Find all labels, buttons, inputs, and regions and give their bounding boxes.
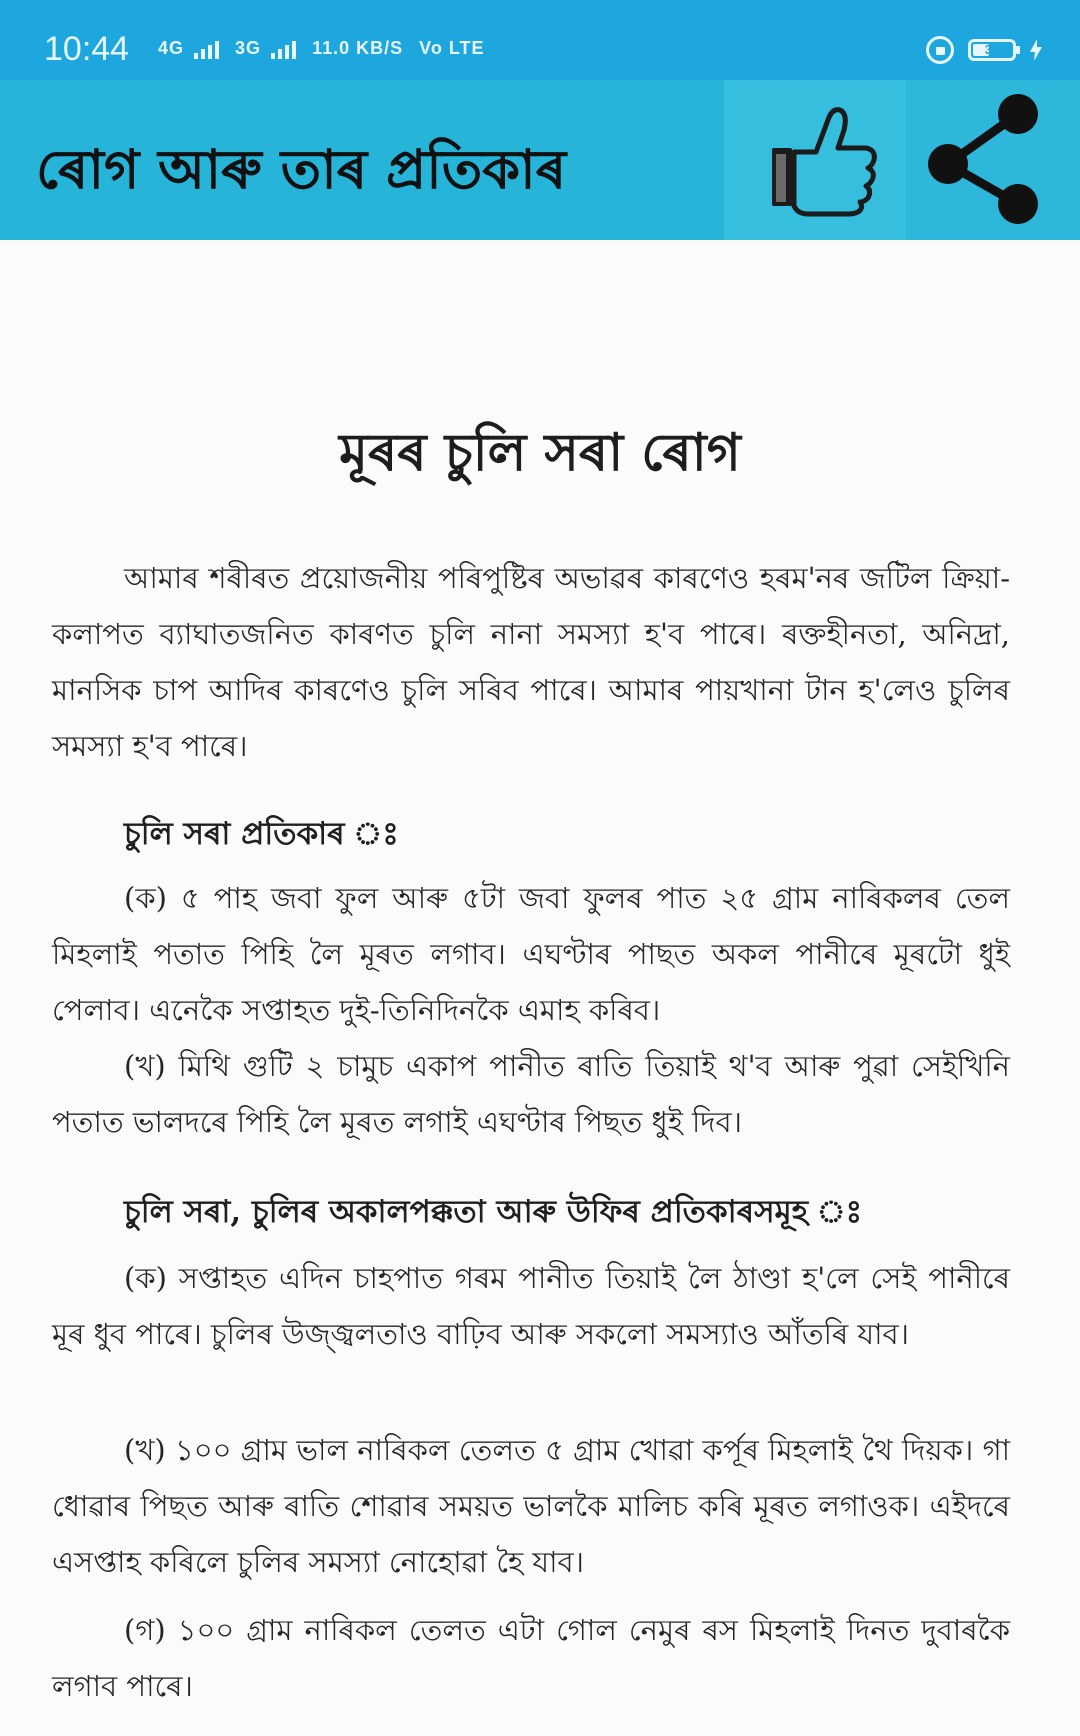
status-bar — [0, 0, 1080, 80]
signal-3g-icon: 3G — [235, 38, 296, 59]
rotation-lock-icon — [926, 36, 954, 64]
charging-bolt-icon — [1030, 39, 1042, 61]
volte-icon: Vo LTE — [419, 38, 485, 58]
thumbs-up-icon — [724, 80, 906, 240]
signal-4g-icon: 4G — [158, 38, 219, 59]
remedy-item: (গ) ১০০ গ্ৰাম নাৰিকল তেলত এটা গোল নেমুৰ ৰস মিহলাই দিনত দুবাৰকৈ লগাব পাৰে। — [52, 1613, 1010, 1703]
status-right-group — [926, 36, 1042, 64]
net-speed: 11.0 KB/S — [312, 38, 404, 58]
remedy-item: (খ) মিথি গুটি ২ চামুচ একাপ পানীত ৰাতি তিয়াই থ'ব আৰু পুৱা সেইখিনি পতাত ভালদৰে পিহি লৈ মূৰত লগাই এঘণ্টাৰ পিছত ধুই দিব। — [52, 1049, 1010, 1139]
section-heading-hair-problems: চুলি সৰা, চুলিৰ অকালপক্কতা আৰু উফিৰ প্ৰতিকাৰসমূহ ঃ — [124, 1194, 863, 1230]
share-button[interactable] — [906, 80, 1080, 240]
app-bar — [0, 80, 1080, 240]
intro-paragraph: আমাৰ শৰীৰত প্ৰয়োজনীয় পৰিপুষ্টিৰ অভাৱৰ কাৰণেও হৰম'নৰ জটিল ক্ৰিয়া-কলাপত ব্যাঘাতজনিত কাৰণত চুলি নানা সমস্যা হ'ব পাৰে। ৰক্তহীনতা, অনিদ্ৰা, মানসিক চাপ আদিৰ কাৰণেও চুলি সৰিব পাৰে। আমাৰ পায়খানা টান হ'লেও চুলিৰ সমস্যা হ'ব পাৰে। — [52, 561, 1010, 763]
section-heading-remedies: চুলি সৰা প্ৰতিকাৰ ঃ — [124, 816, 399, 852]
remedy-item: (খ) ১০০ গ্ৰাম ভাল নাৰিকল তেলত ৫ গ্ৰাম খোৱা কৰ্পূৰ মিহলাই থৈ দিয়ক। গা ধোৱাৰ পিছত আৰু ৰাতি শোৱাৰ সময়ত ভালকৈ মালিচ কৰি মূৰত লগাওক। এইদৰে এসপ্তাহ কৰিলে চুলিৰ সমস্যা নোহোৱা হৈ যাব। — [52, 1433, 1010, 1579]
battery-icon — [968, 39, 1016, 61]
battery-level: 38 — [984, 42, 1000, 57]
remedy-item: (ক) ৫ পাহ জবা ফুল আৰু ৫টা জবা ফুলৰ পাত ২৫ গ্ৰাম নাৰিকলৰ তেল মিহলাই পতাত পিহি লৈ মূৰত লগাব। এঘণ্টাৰ পাছত অকল পানীৰে মূৰটো ধুই পেলাব। এনেকৈ সপ্তাহত দুই-তিনিদিনকৈ এমাহ কৰিব। — [52, 881, 1010, 1027]
remedy-item: (ক) সপ্তাহত এদিন চাহপাত গৰম পানীত তিয়াই লৈ ঠাণ্ডা হ'লে সেই পানীৰে মূৰ ধুব পাৰে। চুলিৰ উজ্জ্বলতাও বাঢ়িব আৰু সকলো সমস্যাও আঁতৰি যাব। — [52, 1261, 1010, 1351]
article-content — [0, 240, 1080, 1736]
status-time: 10:44 — [44, 30, 130, 68]
article-title: মূৰৰ চুলি সৰা ৰোগ — [339, 422, 741, 483]
network-indicators — [158, 38, 494, 59]
like-button[interactable] — [724, 80, 906, 240]
share-icon — [906, 80, 1080, 240]
app-title: ৰোগ আৰু তাৰ প্ৰতিকাৰ — [36, 138, 567, 201]
